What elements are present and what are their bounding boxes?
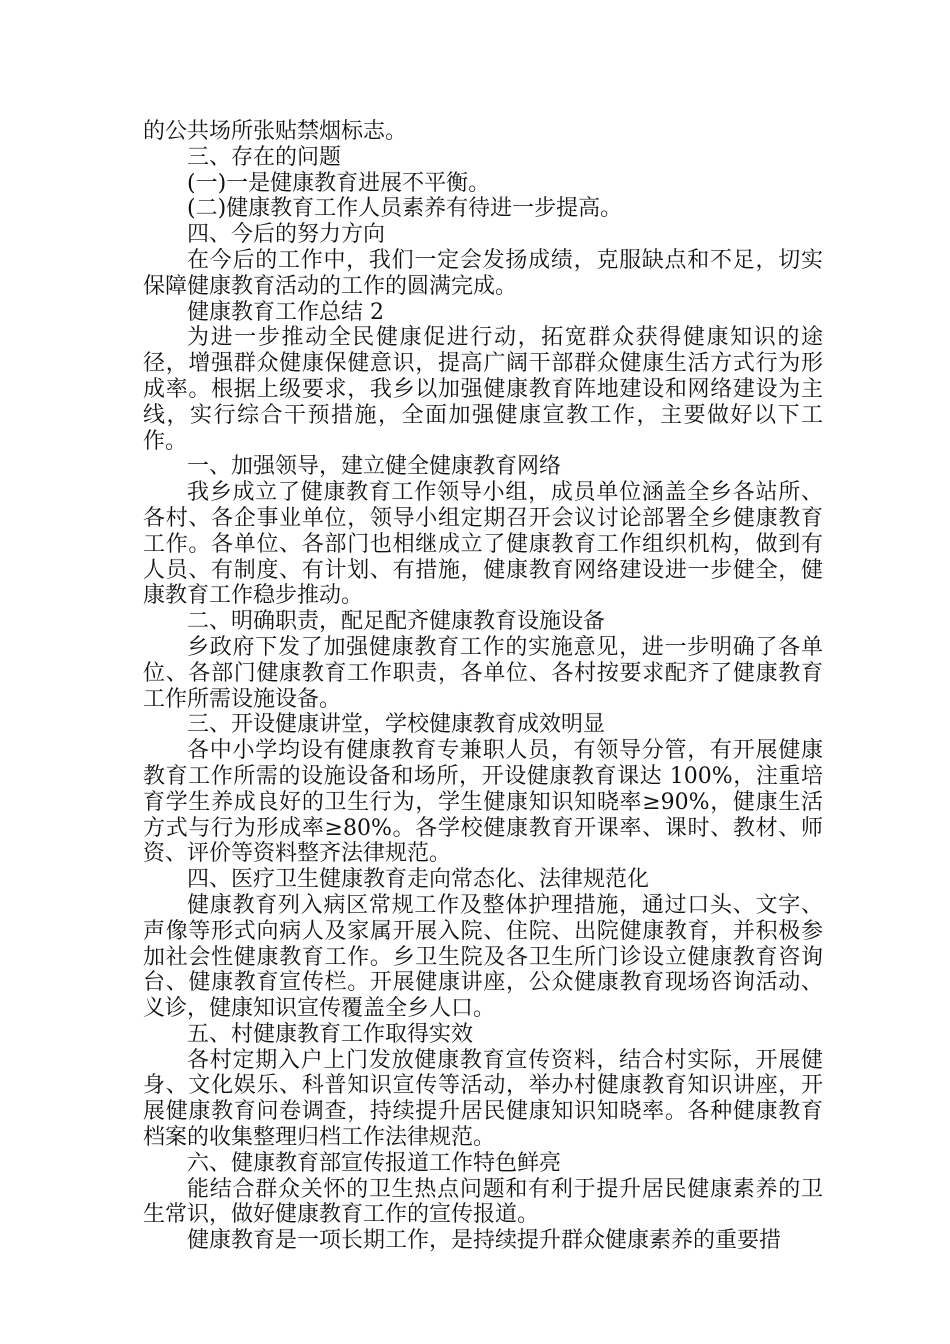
section-heading: 一、加强领导，建立健全健康教育网络 xyxy=(187,454,562,480)
paragraph: 各中小学均设有健康教育专兼职人员，有领导分管，有开展健康教育工作所需的设施设备和场所，开设健康教育课达 100%，注重培育学生养成良好的卫生行为，学生健康知识知晓率≥90%，健康生活方式与行为形成率≥80%。各学校健康教育开课率、课时、教材、师资、评价等资料整齐法律规范。 xyxy=(143,738,823,867)
paragraph: 在今后的工作中，我们一定会发扬成绩，克服缺点和不足，切实保障健康教育活动的工作的圆满完成。 xyxy=(143,247,823,299)
section-heading: 三、开设健康讲堂，学校健康教育成效明显 xyxy=(187,712,606,738)
paragraph: 健康教育是一项长期工作，是持续提升群众健康素养的重要措 xyxy=(187,1228,782,1254)
section-heading: 三、存在的问题 xyxy=(187,144,342,170)
document-body xyxy=(143,119,823,1254)
paragraph: 乡政府下发了加强健康教育工作的实施意见，进一步明确了各单位、各部门健康教育工作职责，各单位、各村按要求配齐了健康教育工作所需设施设备。 xyxy=(143,634,823,712)
paragraph: 我乡成立了健康教育工作领导小组，成员单位涵盖全乡各站所、各村、各企事业单位，领导小组定期召开会议讨论部署全乡健康教育工作。各单位、各部门也相继成立了健康教育工作组织机构，做到有人员、有制度、有计划、有措施，健康教育网络建设进一步健全，健康教育工作稳步推动。 xyxy=(143,480,823,609)
document-subtitle: 健康教育工作总结 2 xyxy=(187,299,384,325)
paragraph: (一)一是健康教育进展不平衡。 xyxy=(187,170,491,196)
section-heading: 四、今后的努力方向 xyxy=(187,222,386,248)
paragraph: 的公共场所张贴禁烟标志。 xyxy=(143,119,408,144)
section-heading: 六、健康教育部宣传报道工作特色鲜亮 xyxy=(187,1150,562,1176)
section-heading: 二、明确职责，配足配齐健康教育设施设备 xyxy=(187,609,606,635)
paragraph: 健康教育列入病区常规工作及整体护理措施，通过口头、文字、声像等形式向病人及家属开展入院、住院、出院健康教育，并积极参加社会性健康教育工作。乡卫生院及各卫生所门诊设立健康教育咨询台、健康教育宣传栏。开展健康讲座，公众健康教育现场咨询活动、义诊，健康知识宣传覆盖全乡人口。 xyxy=(143,892,823,1022)
paragraph: 各村定期入户上门发放健康教育宣传资料，结合村实际，开展健身、文化娱乐、科普知识宣传等活动，举办村健康教育知识讲座，开展健康教育问卷调查，持续提升居民健康知识知晓率。各种健康教育档案的收集整理归档工作法律规范。 xyxy=(143,1047,823,1151)
paragraph: 为进一步推动全民健康促进行动，拓宽群众获得健康知识的途径，增强群众健康保健意识，提高广阔干部群众健康生活方式行为形成率。根据上级要求，我乡以加强健康教育阵地建设和网络建设为主线，实行综合干预措施，全面加强健康宣教工作，主要做好以下工作。 xyxy=(143,325,823,454)
section-heading: 五、村健康教育工作取得实效 xyxy=(187,1021,474,1047)
paragraph: (二)健康教育工作人员素养有待进一步提高。 xyxy=(187,196,623,222)
section-heading: 四、医疗卫生健康教育走向常态化、法律规范化 xyxy=(187,867,650,893)
paragraph: 能结合群众关怀的卫生热点问题和有利于提升居民健康素养的卫生常识，做好健康教育工作的宣传报道。 xyxy=(143,1176,823,1228)
